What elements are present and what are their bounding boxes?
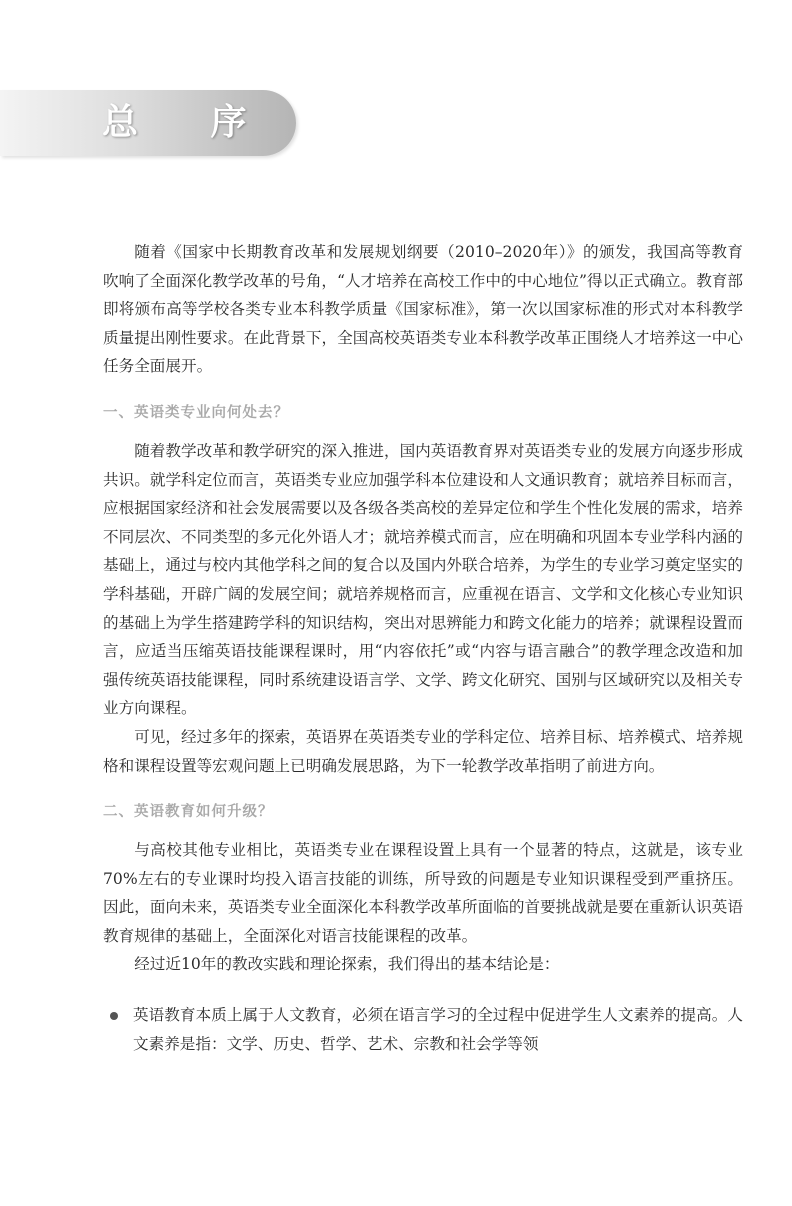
document-body (103, 238, 743, 1058)
list-item (103, 1001, 743, 1058)
section-heading-2: 二、英语教育如何升级？ (103, 804, 274, 821)
section-1-paragraph-1: 随着教学改革和教学研究的深入推进，国内英语教育界对英语类专业的发展方向逐步形成共识。就学科定位而言，英语类专业应加强学科本位建设和人文通识教育；就培养目标而言，应根据国家经济和社会发展需要以及各级各类高校的差异定位和学生个性化发展的需求，培养不同层次、不同类型的多元化外语人才；就培养模式而言，应在明确和巩固本专业学科内涵的基础上，通过与校内其他学科之间的复合以及国内外联合培养，为学生的专业学习奠定坚实的学科基础，开辟广阔的发展空间；就培养规格而言，应重视在语言、文学和文化核心专业知识的基础上为学生搭建跨学科的知识结构，突出对思辨能力和跨文化能力的培养；就课程设置而言，应适当压缩英语技能课程课时，用“内容依托”或“内容与语言融合”的教学理念改造和加强传统英语技能课程，同时系统建设语言学、文学、跨文化研究、国别与区域研究以及相关专业方向课程。 (103, 441, 743, 718)
conclusion-list (103, 1001, 743, 1058)
page-title: 总 序 (102, 102, 277, 143)
section-2-paragraph-2: 经过近10年的教改实践和理论探索，我们得出的基本结论是： (134, 955, 560, 974)
list-item-text: 英语教育本质上属于人文教育，必须在语言学习的全过程中促进学生人文素养的提高。人文素养是指：文学、历史、哲学、艺术、宗教和社会学等领 (133, 1006, 743, 1053)
section-heading-1: 一、英语类专业向何处去？ (103, 404, 289, 421)
section-2-paragraph-1: 与高校其他专业相比，英语类专业在课程设置上具有一个显著的特点，这就是，该专业70%左右的专业课时均投入语言技能的训练，所导致的问题是专业知识课程受到严重挤压。因此，面向未来，英语类专业全面深化本科教学改革所面临的首要挑战就是要在重新认识英语教育规律的基础上，全面深化对语言技能课程的改革。 (103, 841, 743, 945)
bullet-icon (110, 1012, 118, 1020)
intro-paragraph: 随着《国家中长期教育改革和发展规划纲要（2010–2020年）》的颁发，我国高等教育吹响了全面深化教学改革的号角，“人才培养在高校工作中的中心地位”得以正式确立。教育部即将颁布高等学校各类专业本科教学质量《国家标准》，第一次以国家标准的形式对本科教学质量提出刚性要求。在此背景下，全国高校英语类专业本科教学改革正围绕人才培养这一中心任务全面展开。 (103, 243, 743, 376)
section-1-paragraph-2: 可见，经过多年的探索，英语界在英语类专业的学科定位、培养目标、培养模式、培养规格和课程设置等宏观问题上已明确发展思路，为下一轮教学改革指明了前进方向。 (103, 727, 743, 775)
